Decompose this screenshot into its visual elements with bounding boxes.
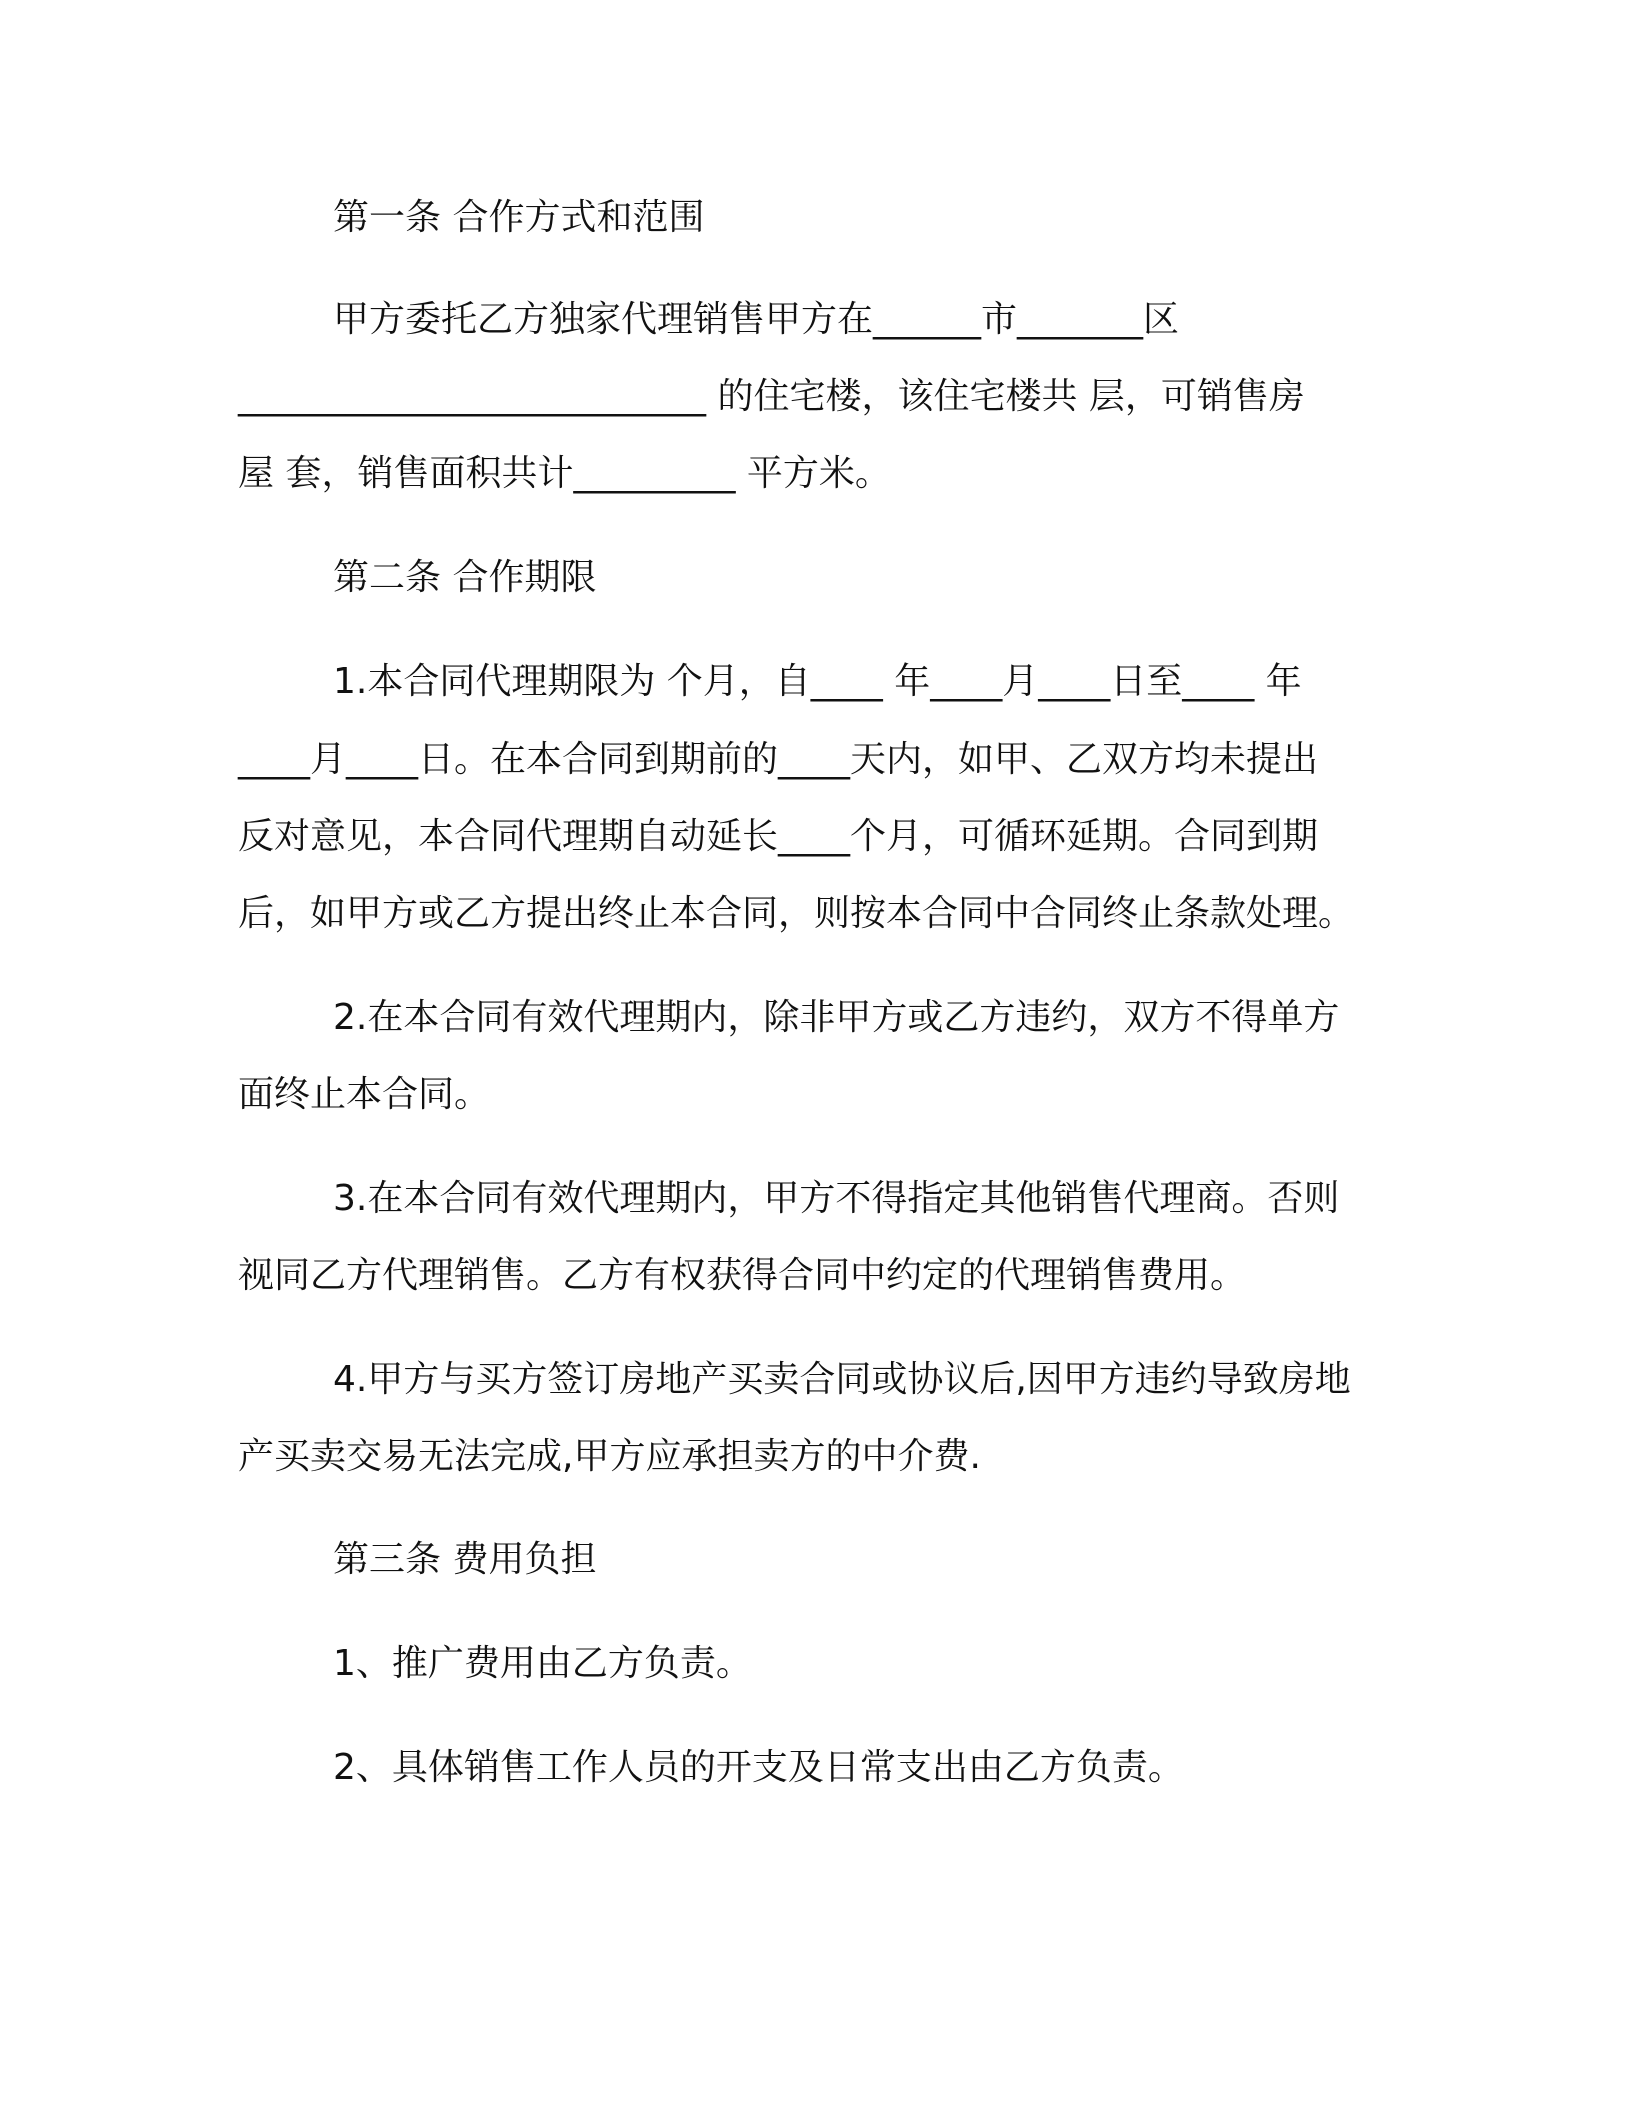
section2-item4-line-1: 4.甲方与买方签订房地产买卖合同或协议后,因甲方违约导致房地 <box>333 1359 1351 1400</box>
section2-item3-line-2: 视同乙方代理销售。乙方有权获得合同中约定的代理销售费用。 <box>238 1255 1247 1296</box>
section1-heading: 第一条 合作方式和范围 <box>333 197 705 238</box>
section2-item1-line-4: 后，如甲方或乙方提出终止本合同，则按本合同中合同终止条款处理。 <box>238 893 1355 934</box>
section2-item1-line-1: 1.本合同代理期限为 个月，自____ 年____月____日至____ 年 <box>333 661 1302 702</box>
section1-line-3: 屋 套，销售面积共计_________ 平方米。 <box>238 453 891 494</box>
section3-item2: 2、具体销售工作人员的开支及日常支出由乙方负责。 <box>333 1747 1184 1788</box>
section2-heading: 第二条 合作期限 <box>333 557 597 598</box>
section1-line-2: __________________________ 的住宅楼，该住宅楼共 层，可销售房 <box>238 376 1305 417</box>
section1-line-1: 甲方委托乙方独家代理销售甲方在______市_______区 <box>333 299 1180 340</box>
section2-item4-line-2: 产买卖交易无法完成,甲方应承担卖方的中介费. <box>238 1436 981 1477</box>
section2-item1-line-3: 反对意见，本合同代理期自动延长____个月，可循环延期。合同到期 <box>238 816 1319 857</box>
section2-item2-line-1: 2.在本合同有效代理期内，除非甲方或乙方违约，双方不得单方 <box>333 997 1340 1038</box>
section2-item1-line-2: ____月____日。在本合同到期前的____天内，如甲、乙双方均未提出 <box>238 739 1319 780</box>
section2-item2-line-2: 面终止本合同。 <box>238 1074 491 1115</box>
section2-item3-line-1: 3.在本合同有效代理期内，甲方不得指定其他销售代理商。否则 <box>333 1178 1340 1219</box>
section3-item1: 1、推广费用由乙方负责。 <box>333 1643 752 1684</box>
section3-heading: 第三条 费用负担 <box>333 1539 597 1580</box>
